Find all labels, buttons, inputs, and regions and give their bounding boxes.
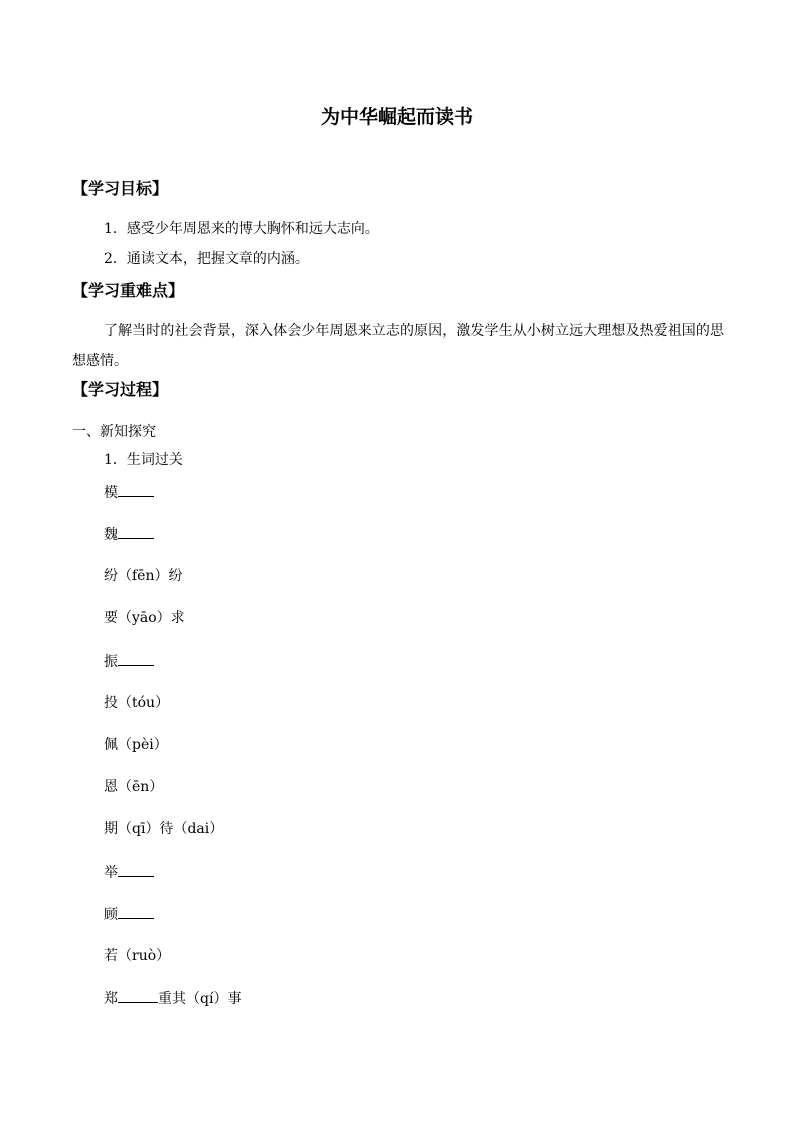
fill-blank[interactable] [118, 862, 154, 877]
fill-blank[interactable] [118, 524, 154, 539]
vocab-rest: 重其（qí）事 [158, 991, 242, 1007]
fill-blank[interactable] [118, 482, 154, 497]
key-points-paragraph: 了解当时的社会背景，深入体会少年周恩来立志的原因，激发学生从小树立远大理想及热爱祖国的思想感情。 [72, 323, 724, 369]
vocab-item-zhengzhong [104, 988, 241, 1009]
vocab-char: 振 [104, 654, 118, 670]
goal-item-1: 1．感受少年周恩来的博大胸怀和远大志向。 [104, 221, 379, 237]
goals-heading: 【学习目标】 [72, 179, 169, 198]
vocab-item-gu [104, 904, 154, 925]
vocab-item-fenfen: 纷（fēn）纷 [104, 568, 183, 584]
vocab-item-mo [104, 482, 154, 503]
vocab-char: 举 [104, 865, 118, 881]
vocab-item-ruo: 若（ruò） [104, 948, 171, 964]
vocab-item-tou: 投（tóu） [104, 695, 170, 711]
vocab-char: 郑 [104, 991, 118, 1007]
fill-blank[interactable] [118, 904, 154, 919]
vocab-item-ju [104, 862, 154, 883]
page-title: 为中华崛起而读书 [320, 106, 473, 128]
vocab-char: 魏 [104, 527, 118, 543]
vocab-item-wei [104, 524, 154, 545]
key-points-heading: 【学习重难点】 [72, 281, 185, 300]
vocab-char: 顾 [104, 907, 118, 923]
vocab-item-en: 恩（ēn） [104, 779, 164, 795]
vocab-item-zhen [104, 651, 154, 672]
vocab-item-qidai: 期（qī）待（dai） [104, 821, 224, 837]
goal-item-2: 2．通读文本，把握文章的内涵。 [104, 251, 309, 267]
fill-blank[interactable] [118, 651, 154, 666]
part-one-title: 一、新知探究 [72, 424, 156, 440]
fill-blank[interactable] [118, 988, 158, 1003]
vocab-char: 模 [104, 485, 118, 501]
vocab-subtitle: 1．生词过关 [104, 452, 183, 468]
vocab-item-yaoqiu: 要（yāo）求 [104, 610, 185, 626]
process-heading: 【学习过程】 [72, 380, 169, 399]
vocab-item-pei: 佩（pèi） [104, 737, 168, 753]
